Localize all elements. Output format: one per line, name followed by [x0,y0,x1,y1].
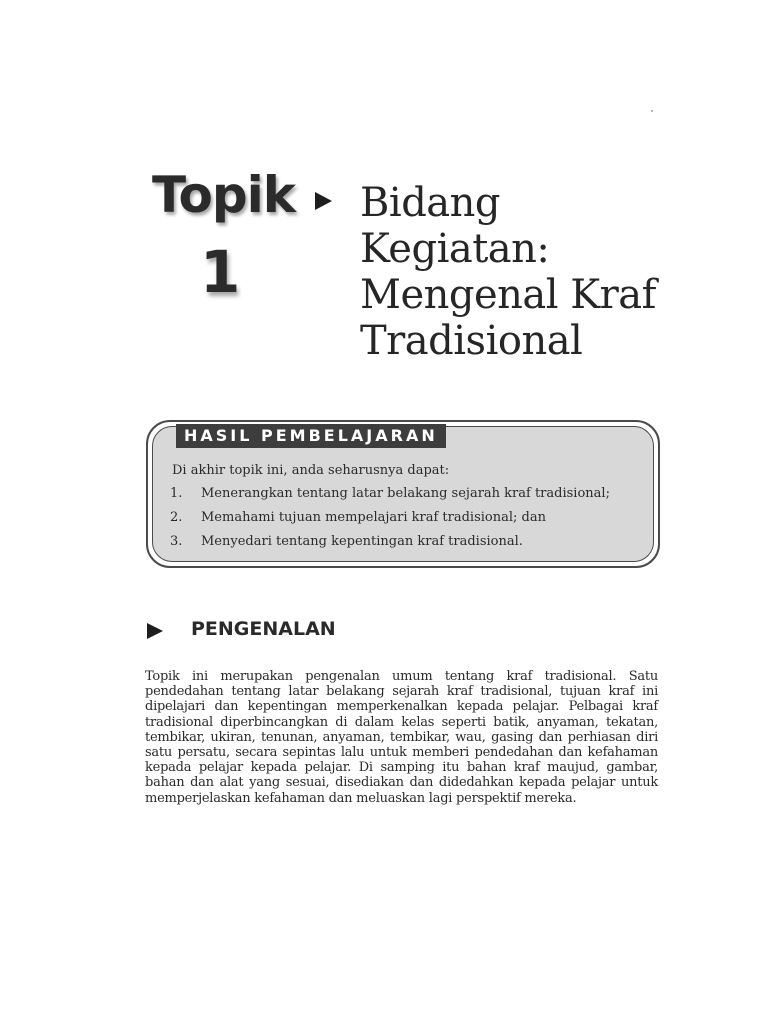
introduction-paragraph: Topik ini merupakan pengenalan umum tentang kraf tradisional. Satu pendedahan tentang latar belakang sejarah kraf tradisional, tujuan kraf ini dipelajari dan kepentingan memperkenalkan kepada pelajar. Pelbagai kraf tradisional diperbincangkan di dalam kelas seperti batik, anyaman, tekatan, tembikar, ukiran, tenunan, anyaman, tembikar, wau, gasing dan perhiasan diri satu persatu, secara sepintas lalu untuk memberi pendedahan dan kefahaman kepada pelajar kepada pelajar. Di samping itu bahan kraf maujud, gambar, bahan dan alat yang sesuai, disediakan dan didedahkan kepada pelajar untuk memperjelaskan kefahaman dan meluaskan lagi perspektif mereka. [145,669,658,806]
list-item-number: 2. [170,510,183,525]
chapter-title-line: Tradisional [360,318,583,364]
chapter-title-line: Bidang [360,180,501,226]
list-item-number: 1. [170,486,183,501]
page-speck [651,110,653,112]
chapter-title-line: Kegiatan: [360,226,550,272]
list-item-text: Menerangkan tentang latar belakang sejarah kraf tradisional; [201,486,610,501]
chapter-label: Topik [152,166,295,224]
list-item-number: 3. [170,534,183,549]
learning-outcomes-heading: HASIL PEMBELAJARAN [176,424,446,448]
list-item-text: Memahami tujuan mempelajari kraf tradisional; dan [201,510,546,525]
chapter-title [360,180,700,364]
list-item-text: Menyedari tentang kepentingan kraf tradisional. [201,534,523,549]
chapter-number: 1 [200,238,241,306]
chapter-title-line: Mengenal Kraf [360,272,656,318]
learning-outcomes-intro: Di akhir topik ini, anda seharusnya dapat: [172,463,450,478]
section-heading: PENGENALAN [191,618,336,640]
chapter-arrow-icon [312,190,334,212]
section-arrow-icon [146,622,164,640]
